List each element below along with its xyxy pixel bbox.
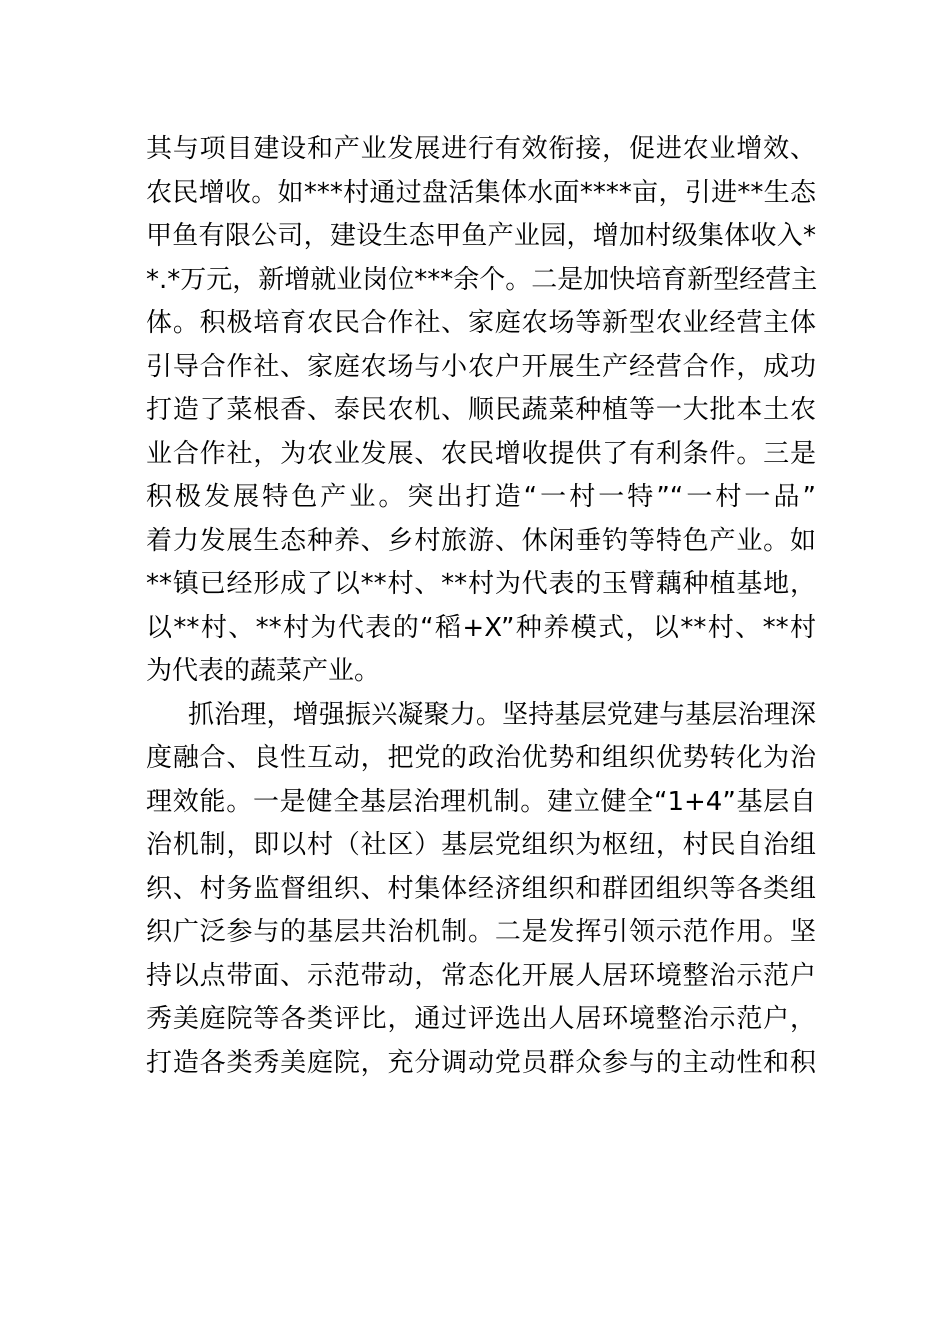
text-line: 理效能。一是健全基层治理机制。建立健全“1+4”基层自 — [146, 786, 816, 817]
body-text — [146, 128, 816, 1085]
text-line: 织广泛参与的基层共治机制。二是发挥引领示范作用。坚 — [146, 917, 816, 947]
paragraph-1 — [146, 128, 816, 694]
text-line: 打造各类秀美庭院，充分调动党员群众参与的主动性和积 — [146, 1047, 816, 1078]
text-line: *.*万元，新增就业岗位***余个。二是加快培育新型经营主 — [146, 264, 818, 295]
text-line: **镇已经形成了以**村、**村为代表的玉臂藕种植基地， — [146, 569, 816, 599]
text-line: 着力发展生态种养、乡村旅游、休闲垂钓等特色产业。如 — [146, 525, 816, 556]
text-line: 抓治理，增强振兴凝聚力。坚持基层党建与基层治理深 — [188, 699, 816, 730]
text-line: 其与项目建设和产业发展进行有效衔接，促进农业增效、 — [146, 134, 816, 164]
text-line: 以**村、**村为代表的“稻+X”种养模式，以**村、**村 — [146, 612, 816, 643]
text-line: 引导合作社、家庭农场与小农户开展生产经营合作，成功 — [146, 351, 816, 382]
text-line: 甲鱼有限公司，建设生态甲鱼产业园，增加村级集体收入* — [146, 221, 816, 251]
text-line: 业合作社，为农业发展、农民增收提供了有利条件。三是 — [146, 438, 816, 469]
text-line: 积极发展特色产业。突出打造“一村一特”“一村一品” — [146, 482, 816, 512]
text-line: 秀美庭院等各类评比，通过评选出人居环境整治示范户， — [146, 1004, 816, 1034]
text-line: 治机制，即以村（社区）基层党组织为枢纽，村民自治组 — [146, 830, 816, 860]
paragraph-2 — [146, 694, 816, 1086]
text-line: 体。积极培育农民合作社、家庭农场等新型农业经营主体 — [146, 308, 816, 338]
text-line: 农民增收。如***村通过盘活集体水面****亩，引进**生态 — [146, 177, 816, 208]
text-line: 持以点带面、示范带动，常态化开展人居环境整治示范户 — [146, 960, 816, 991]
text-line: 为代表的蔬菜产业。 — [146, 656, 381, 686]
text-line: 打造了菜根香、泰民农机、顺民蔬菜种植等一大批本土农 — [146, 395, 816, 425]
text-line: 织、村务监督组织、村集体经济组织和群团组织等各类组 — [146, 873, 816, 904]
text-line: 度融合、良性互动，把党的政治优势和组织优势转化为治 — [146, 743, 816, 773]
